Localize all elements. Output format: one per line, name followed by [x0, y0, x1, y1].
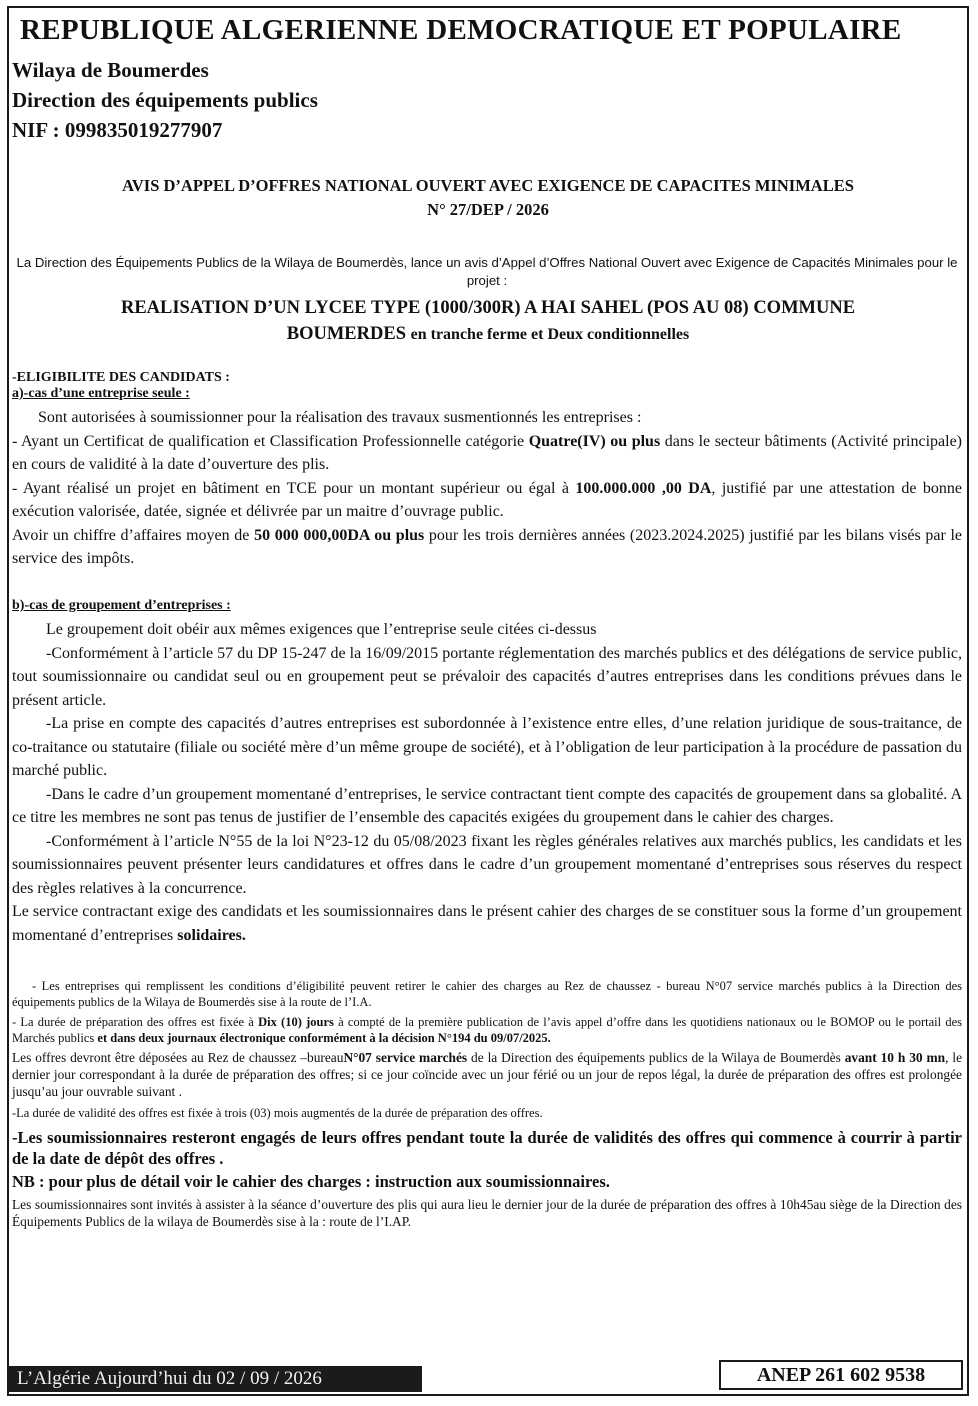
single-company-heading: a)-cas d’une entreprise seule :	[12, 386, 190, 401]
project-line-2	[18, 321, 958, 348]
single-turnover-text: Avoir un chiffre d’affaires moyen de	[12, 526, 255, 544]
deposit-time: avant 10 h 30 mn	[844, 1050, 946, 1065]
conditions-section	[12, 978, 962, 1230]
conditions-engagement: -Les soumissionnaires resteront engagés de leurs offres pendant toute la durée de validités des offres qui commence à courrir à partir de la date de dépôt des offres .	[12, 1128, 962, 1168]
duration-rest: à compté de la première publication de l’avis appel d’offre dans les quotidiens nationaux ou le BOMOP ou le portail des Marchés publics	[12, 1015, 962, 1045]
nif-number: NIF : 099835019277907	[12, 118, 223, 142]
group-heading: b)-cas de groupement d’entreprises :	[12, 598, 231, 613]
eligibility-heading: -ELIGIBILITE DES CANDIDATS :	[12, 370, 230, 385]
group-p6-text: Le service contractant exige des candidats et les soumissionnaires dans le présent cahier des charges de se constituer sous la forme d’un groupement momentané d’entreprises	[12, 903, 962, 944]
single-turnover-rest: pour les trois dernières années (2023.2024.2025) justifié par les bilans visés par le service des impôts.	[12, 526, 962, 567]
group-p2: -Conformément à l’article 57 du DP 15-247 de la 16/09/2015 portante réglementation des marchés publics et des délégations de service public, tout soumissionnaire ou candidat seul ou en groupement peut se prévaloir des capacités d’autres entreprises dans les conditions prévues dans le présent article.	[12, 644, 962, 709]
notice-heading	[18, 174, 958, 222]
group-p1: Le groupement doit obéir aux mêmes exigences que l’entreprise seule citées ci-dessus	[46, 621, 597, 638]
single-project-rest: , justifié par une attestation de bonne exécution valorisée, datée, signée et délivrée par un maitre d’ouvrage public.	[12, 479, 962, 520]
single-project-text: - Ayant réalisé un projet en bâtiment en TCE pour un montant supérieur ou égal à	[12, 479, 576, 497]
notice-intro: La Direction des Équipements Publics de la Wilaya de Boumerdès, lance un avis d’Appel d’Offres National Ouvert avec Exigence de Capacités Minimales pour le projet :	[16, 255, 958, 288]
single-certificate-category: Quatre(IV) ou plus	[528, 432, 661, 450]
single-turnover	[12, 524, 962, 571]
single-certificate-text: - Ayant un Certificat de qualification et Classification Professionnelle catégorie	[12, 432, 529, 450]
deposit-office: N°07 service marchés	[343, 1050, 468, 1065]
deposit-rest: , le dernier jour correspondant à la durée de préparation des offres; si ce jour coïncide avec un jour férié ou un jour de repos légal, la durée de préparation des offres est prolongée jusqu’au jour ouvrable suivant .	[12, 1050, 963, 1099]
single-project-amount	[12, 477, 962, 524]
conditions-validity: -La durée de validité des offres est fixée à trois (03) mois augmentés de la durée de préparation des offres.	[12, 1106, 543, 1120]
conditions-deposit	[12, 1049, 962, 1100]
eligibility-group-section	[12, 598, 962, 947]
wilaya-name: Wilaya de Boumerdes	[12, 58, 209, 82]
conditions-retrieve: - Les entreprises qui remplissent les conditions d’éligibilité peuvent retirer le cahier des charges au Rez de chaussez - bureau N°07 service marchés publics à la Direction des équipements publics de la Wilaya de Boumerdès sise à la route de l’I.A.	[12, 979, 962, 1009]
single-turnover-value: 50 000 000,00DA ou plus	[254, 526, 425, 544]
anep-reference: ANEP 261 602 9538	[719, 1360, 963, 1390]
publication-label: L’Algérie Aujourd’hui du 02 / 09 / 2026	[9, 1366, 422, 1392]
notice-number: N° 27/DEP / 2026	[427, 200, 549, 219]
group-p4: -Dans le cadre d’un groupement momentané d’entreprises, le service contractant tient compte des capacités de groupement dans sa globalité. A ce titre les membres ne sont pas tenus de justifier de l’ensemble des capacités exigées du groupement dans le cahier des charges.	[12, 785, 962, 826]
conditions-opening: Les soumissionnaires sont invités à assister à la séance d’ouverture des plis qui aura lieu le dernier jour de la durée de préparation des offres à 10h45au siège de la Direction des Équipements Publics de la wilaya de Boumerdès sise à la : route de l’I.AP.	[12, 1197, 962, 1229]
duration-text: - La durée de préparation des offres est fixée à	[12, 1015, 259, 1029]
duration-decision: et dans deux journaux électronique conformément à la décision N°194 du 09/07/2025.	[97, 1031, 551, 1045]
direction-name: Direction des équipements publics	[12, 88, 318, 112]
deposit-text: Les offres devront être déposées au Rez de chaussez –bureau	[12, 1050, 344, 1065]
single-certificate-rest: dans le secteur bâtiments (Activité principale) en cours de validité à la date d’ouverture des plis.	[12, 432, 963, 473]
single-intro: Sont autorisées à soumissionner pour la réalisation des travaux susmentionnés les entreprises :	[38, 409, 642, 426]
project-tranche: en tranche ferme et Deux conditionnelles	[410, 326, 690, 343]
group-p6-solidaires: solidaires.	[177, 926, 246, 944]
group-p3: -La prise en compte des capacités d’autres entreprises est subordonnée à l’existence entre elles, d’une relation juridique de sous-traitance, de co-traitance ou statutaire (filiale ou société mère d’un même groupe de société), et à l’obligation de leur participation à la procédure de passation du marché public.	[12, 715, 962, 779]
project-line-1: REALISATION D’UN LYCEE TYPE (1000/300R) A HAI SAHEL (POS AU 08) COMMUNE	[120, 298, 856, 318]
single-certificate	[12, 430, 962, 477]
conditions-nb: NB : pour plus de détail voir le cahier des charges : instruction aux soumissionnaires.	[12, 1172, 610, 1191]
group-p5: -Conformément à l’article N°55 de la loi N°23-12 du 05/08/2023 fixant les règles générales relatives aux marchés publics, les candidats et les soumissionnaires peuvent présenter leurs candidatures et offres dans le cadre d’un groupement momentané d’entreprises sous réserves du respect des règles relatives à la concurrence.	[12, 832, 962, 897]
republic-title: REPUBLIQUE ALGERIENNE DEMOCRATIQUE ET POPULAIRE	[20, 14, 902, 46]
eligibility-single-section	[12, 370, 962, 571]
project-title	[18, 295, 958, 348]
conditions-duration	[12, 1014, 962, 1046]
duration-days: Dix (10) jours	[258, 1015, 334, 1029]
group-p6	[12, 900, 962, 947]
notice-title: AVIS D’APPEL D’OFFRES NATIONAL OUVERT AVEC EXIGENCE DE CAPACITES MINIMALES	[122, 176, 854, 195]
single-project-value: 100.000.000 ,00 DA	[575, 479, 712, 497]
project-commune: BOUMERDES	[286, 324, 406, 344]
deposit-direction: de la Direction des équipements publics de la Wilaya de Boumerdès	[467, 1050, 845, 1065]
